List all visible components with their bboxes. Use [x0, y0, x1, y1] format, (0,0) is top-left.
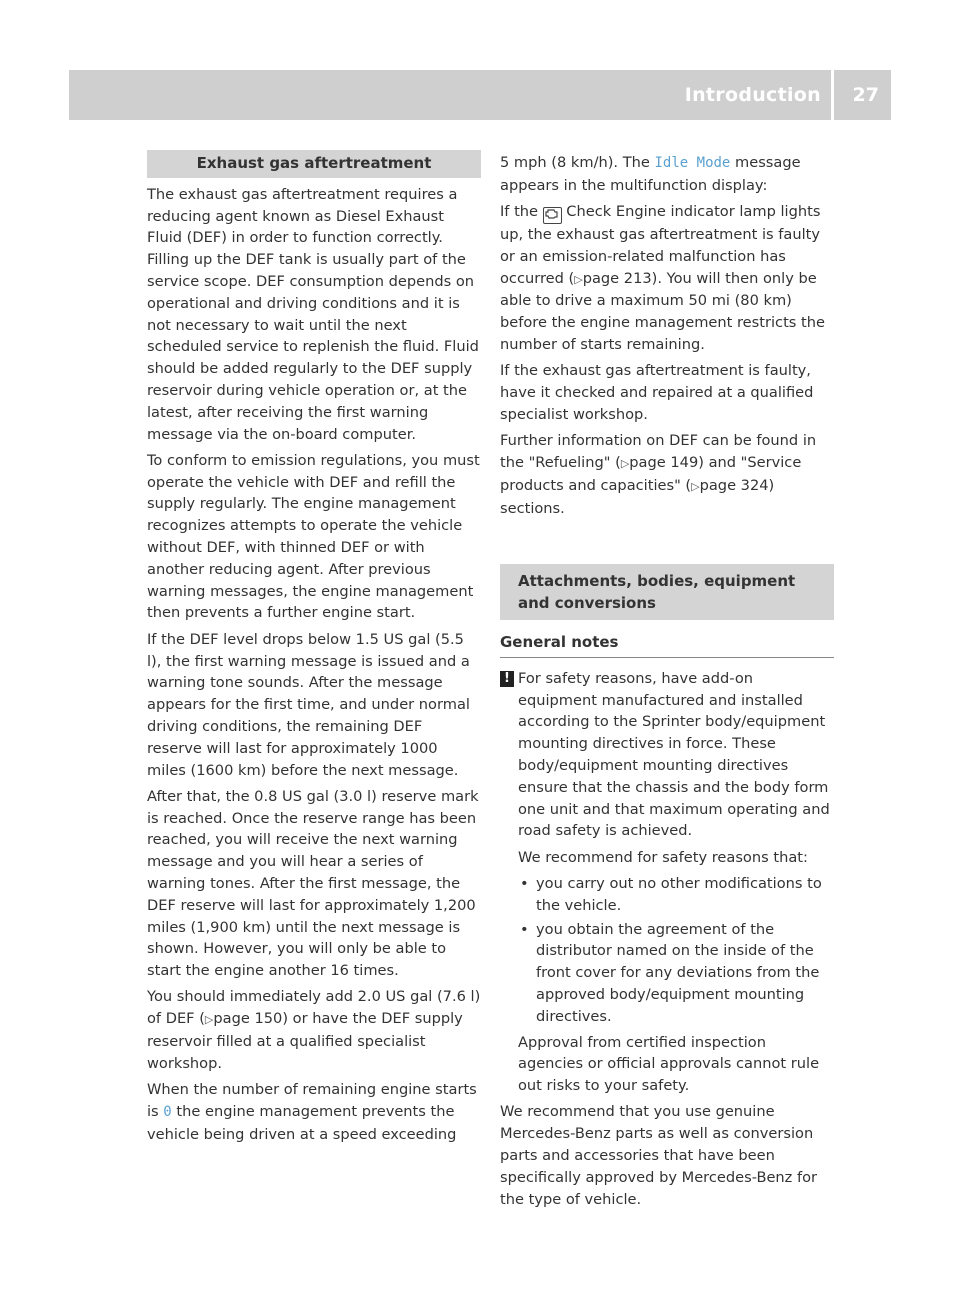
paragraph: After that, the 0.8 US gal (3.0 l) reserve mark is reached. Once the reserve range has been reached, you will receive the next warning message and you will hear a series of warning tones. After the first message, the DEF reserve will last for approximately 1,200 miles (1,900 km) until the next message is shown. However, you will only be able to start the engine another 16 times.: [147, 787, 479, 980]
page-ref-arrow-icon: ▷: [204, 1013, 214, 1027]
page-header: [69, 70, 891, 120]
page-reference[interactable]: page 213: [582, 269, 652, 287]
display-text: Idle Mode: [654, 155, 731, 171]
paragraph: For safety reasons, have add-on equipment manufactured and installed according to the Sprinter body/equipment mounting directives in force. These body/equipment mounting directives ensure that the chassis and the body form one unit and that maximum operating and road safety is achieved.: [518, 669, 830, 840]
warning-block: [500, 668, 834, 1097]
page-ref-arrow-icon: ▷: [620, 457, 630, 471]
bullet-icon: •: [520, 920, 529, 938]
paragraph: If the DEF level drops below 1.5 US gal (5.5 l), the first warning message is issued and a warning tone sounds. After the message appears for the first time, and under normal driving conditions, the remaining DEF reserve will last for approximately 1000 miles (1600 km) before the next message.: [147, 630, 470, 779]
paragraph: If the Check Engine indicator lamp lights up, the exhaust gas aftertreatment is faulty or an emission-related malfunction has occurred (▷page 213). You will then only be able to drive a maximum 50 mi (80 km) before the engine management restricts the number of starts remaining.: [500, 203, 825, 354]
section-heading-attachments: Attachments, bodies, equipment and conversions: [500, 564, 834, 620]
chapter-title: Introduction: [684, 84, 821, 106]
list-item: • you carry out no other modifications to the vehicle.: [520, 874, 822, 914]
page-reference[interactable]: page 149: [629, 454, 699, 472]
list-item: • you obtain the agreement of the distributor named on the inside of the front cover for any deviations from the approved body/equipment mounting directives.: [520, 920, 820, 1025]
paragraph: The exhaust gas aftertreatment requires a reducing agent known as Diesel Exhaust Fluid (DEF) in order to function correctly. Filling up the DEF tank is usually part of the service scope. DEF consumption depends on operational and driving conditions and it is not necessary to wait until the next scheduled service to replenish the fluid. Fluid should be added regularly to the DEF supply reservoir during vehicle operation or, at the latest, after receiving the first warning message via the on-board computer.: [147, 185, 479, 443]
right-column: [500, 152, 834, 1215]
page-number: 27: [852, 84, 879, 106]
page-reference[interactable]: page 324: [699, 476, 769, 494]
paragraph: We recommend that you use genuine Mercedes-Benz parts as well as conversion parts and accessories that have been specifically approved by Mercedes-Benz for the type of vehicle.: [500, 1103, 818, 1208]
page-ref-arrow-icon: ▷: [574, 272, 583, 286]
warning-icon: !: [500, 671, 514, 687]
check-engine-icon: [543, 207, 562, 224]
left-column: [147, 150, 481, 1150]
header-divider: [831, 70, 834, 120]
section-heading-exhaust: Exhaust gas aftertreatment: [147, 150, 481, 178]
page-reference[interactable]: page 150: [213, 1010, 283, 1028]
subheading-general-notes: General notes: [500, 632, 834, 658]
bullet-list: [518, 873, 834, 1028]
paragraph: 5 mph (8 km/h). The Idle Mode message appears in the multifunction display:: [500, 154, 801, 194]
paragraph: We recommend for safety reasons that:: [518, 848, 808, 866]
page-ref-arrow-icon: ▷: [691, 479, 700, 493]
spacer: [500, 524, 834, 564]
paragraph: Approval from certified inspection agencies or official approvals cannot rule out risks to your safety.: [518, 1033, 820, 1095]
paragraph: If the exhaust gas aftertreatment is faulty, have it checked and repaired at a qualified specialist workshop.: [500, 362, 814, 423]
paragraph: Further information on DEF can be found in the "Refueling" (▷page 149) and "Service products and capacities" (▷page 324) sections.: [500, 432, 817, 517]
display-text: 0: [163, 1103, 172, 1120]
paragraph: You should immediately add 2.0 US gal (7.6 l) of DEF (▷page 150) or have the DEF supply reservoir filled at a qualified specialist workshop.: [147, 988, 481, 1072]
paragraph: When the number of remaining engine starts is 0 the engine management prevents the vehicle being driven at a speed exceeding: [147, 1081, 477, 1143]
paragraph: To conform to emission regulations, you must operate the vehicle with DEF and refill the supply regularly. The engine management recognizes attempts to operate the vehicle without DEF, with thinned DEF or with another reducing agent. After previous warning messages, the engine management then prevents a further engine start.: [147, 451, 480, 622]
bullet-icon: •: [520, 874, 529, 892]
